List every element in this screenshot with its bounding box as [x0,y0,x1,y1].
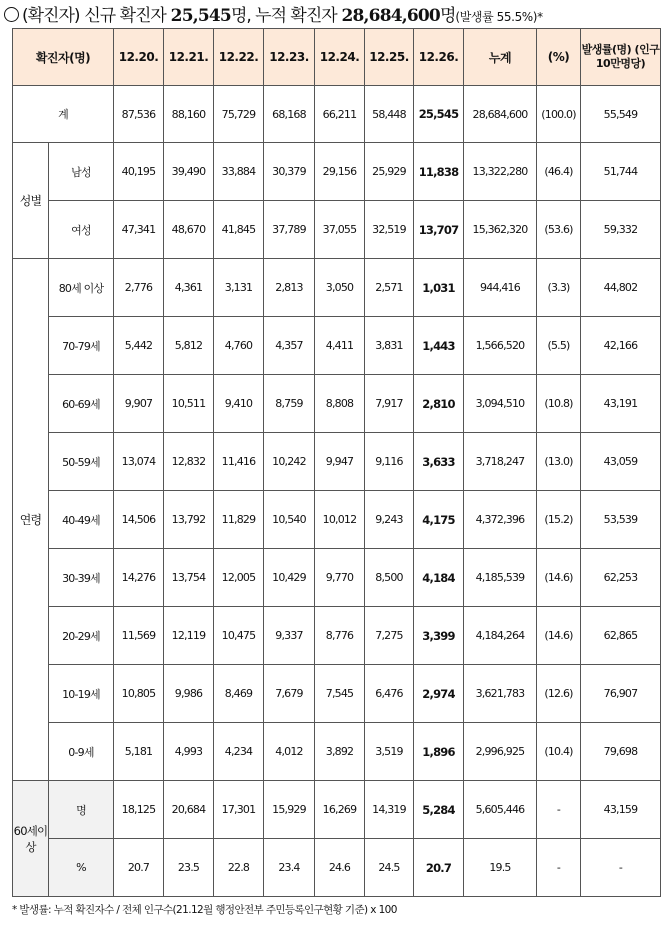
rate-cell: 62,253 [581,549,661,607]
rate-cell: 43,159 [581,781,661,839]
title-rate-note: (발생률 55.5%)* [455,10,543,24]
daily-value-cell: 11,569 [114,607,164,665]
daily-value-cell: 10,429 [264,549,315,607]
row-label: 남성 [49,143,114,201]
circle-bullet-icon [4,7,19,22]
daily-value-cell: 16,269 [315,781,365,839]
table-row [13,665,661,723]
row-label: 명 [49,781,114,839]
daily-value-cell: 11,416 [214,433,264,491]
cumulative-cell: 13,322,280 [464,143,537,201]
daily-value-cell: 24.5 [365,839,414,897]
daily-value-cell: 47,341 [114,201,164,259]
daily-value-cell: 10,242 [264,433,315,491]
daily-value-cell: 15,929 [264,781,315,839]
rate-cell: 76,907 [581,665,661,723]
percent-cell: (46.4) [537,143,581,201]
table-row [13,607,661,665]
daily-value-cell: 4,175 [414,491,464,549]
daily-value-cell: 40,195 [114,143,164,201]
daily-value-cell: 14,506 [114,491,164,549]
daily-value-cell: 37,055 [315,201,365,259]
daily-value-cell: 10,540 [264,491,315,549]
row-label: 60-69세 [49,375,114,433]
cumulative-cell: 3,718,247 [464,433,537,491]
row-label-total: 계 [13,86,114,143]
cumulative-cell: 1,566,520 [464,317,537,375]
daily-value-cell: 9,410 [214,375,264,433]
daily-value-cell: 4,411 [315,317,365,375]
daily-value-cell: 20.7 [414,839,464,897]
daily-value-cell: 48,670 [164,201,214,259]
table-row [13,143,661,201]
cumulative-cell: 4,372,396 [464,491,537,549]
daily-value-cell: 9,907 [114,375,164,433]
daily-value-cell: 8,808 [315,375,365,433]
cumulative-cell: 19.5 [464,839,537,897]
row-label: 0-9세 [49,723,114,781]
daily-value-cell: 58,448 [365,86,414,143]
daily-value-cell: 25,545 [414,86,464,143]
row-label: % [49,839,114,897]
row-label: 70-79세 [49,317,114,375]
row-label: 40-49세 [49,491,114,549]
daily-value-cell: 4,012 [264,723,315,781]
daily-value-cell: 2,571 [365,259,414,317]
rate-cell: 44,802 [581,259,661,317]
daily-value-cell: 4,361 [164,259,214,317]
table-row [13,723,661,781]
daily-value-cell: 10,805 [114,665,164,723]
cumulative-cell: 2,996,925 [464,723,537,781]
daily-value-cell: 10,511 [164,375,214,433]
header-date: 12.23. [264,29,315,86]
row-label: 10-19세 [49,665,114,723]
row-label: 20-29세 [49,607,114,665]
daily-value-cell: 13,707 [414,201,464,259]
daily-value-cell: 12,005 [214,549,264,607]
daily-value-cell: 3,050 [315,259,365,317]
daily-value-cell: 3,519 [365,723,414,781]
daily-value-cell: 14,319 [365,781,414,839]
rate-cell: 43,191 [581,375,661,433]
header-cumulative: 누계 [464,29,537,86]
header-category: 확진자(명) [13,29,114,86]
daily-value-cell: 2,776 [114,259,164,317]
daily-value-cell: 9,243 [365,491,414,549]
daily-value-cell: 2,810 [414,375,464,433]
cumulative-cell: 15,362,320 [464,201,537,259]
rate-cell: 59,332 [581,201,661,259]
daily-value-cell: 7,545 [315,665,365,723]
daily-value-cell: 7,679 [264,665,315,723]
group-label-over60: 60세이상 [13,781,49,897]
daily-value-cell: 30,379 [264,143,315,201]
daily-value-cell: 5,442 [114,317,164,375]
daily-value-cell: 29,156 [315,143,365,201]
daily-value-cell: 3,131 [214,259,264,317]
daily-value-cell: 13,792 [164,491,214,549]
daily-value-cell: 5,812 [164,317,214,375]
title-new-label: 신규 확진자 [84,6,166,26]
group-label-gender: 성별 [13,143,49,259]
percent-cell: (10.4) [537,723,581,781]
daily-value-cell: 2,813 [264,259,315,317]
row-label: 30-39세 [49,549,114,607]
percent-cell: (3.3) [537,259,581,317]
daily-value-cell: 9,947 [315,433,365,491]
daily-value-cell: 11,838 [414,143,464,201]
percent-cell: (15.2) [537,491,581,549]
header-percent: (%) [537,29,581,86]
cumulative-cell: 4,185,539 [464,549,537,607]
row-label: 50-59세 [49,433,114,491]
table-row [13,781,661,839]
row-label: 여성 [49,201,114,259]
percent-cell: (14.6) [537,607,581,665]
daily-value-cell: 20.7 [114,839,164,897]
daily-value-cell: 22.8 [214,839,264,897]
daily-value-cell: 87,536 [114,86,164,143]
daily-value-cell: 10,012 [315,491,365,549]
title-cum-count: 28,684,600 [341,6,440,26]
daily-value-cell: 7,275 [365,607,414,665]
daily-value-cell: 9,770 [315,549,365,607]
daily-value-cell: 68,168 [264,86,315,143]
daily-value-cell: 3,831 [365,317,414,375]
cumulative-cell: 4,184,264 [464,607,537,665]
cumulative-cell: 3,621,783 [464,665,537,723]
percent-cell: (100.0) [537,86,581,143]
percent-cell: (5.5) [537,317,581,375]
daily-value-cell: 1,896 [414,723,464,781]
table-row [13,317,661,375]
header-date: 12.24. [315,29,365,86]
daily-value-cell: 6,476 [365,665,414,723]
footnote: * 발생률: 누적 확진자수 / 전체 인구수(21.12월 행정안전부 주민등록인구현황 기준) x 100 [12,904,397,916]
daily-value-cell: 12,119 [164,607,214,665]
daily-value-cell: 5,284 [414,781,464,839]
cumulative-cell: 944,416 [464,259,537,317]
report-title [4,4,664,28]
daily-value-cell: 75,729 [214,86,264,143]
daily-value-cell: 11,829 [214,491,264,549]
rate-cell: 55,549 [581,86,661,143]
rate-cell: 62,865 [581,607,661,665]
daily-value-cell: 2,974 [414,665,464,723]
rate-cell: 43,059 [581,433,661,491]
row-label: 80세 이상 [49,259,114,317]
daily-value-cell: 23.5 [164,839,214,897]
daily-value-cell: 5,181 [114,723,164,781]
rate-cell: 79,698 [581,723,661,781]
daily-value-cell: 17,301 [214,781,264,839]
rate-cell: 51,744 [581,143,661,201]
table-row [13,549,661,607]
percent-cell: (14.6) [537,549,581,607]
percent-cell: (12.6) [537,665,581,723]
daily-value-cell: 14,276 [114,549,164,607]
percent-cell: (13.0) [537,433,581,491]
percent-cell: (10.8) [537,375,581,433]
percent-cell: - [537,839,581,897]
daily-value-cell: 32,519 [365,201,414,259]
daily-value-cell: 24.6 [315,839,365,897]
daily-value-cell: 3,399 [414,607,464,665]
daily-value-cell: 12,832 [164,433,214,491]
header-date: 12.20. [114,29,164,86]
daily-value-cell: 66,211 [315,86,365,143]
daily-value-cell: 20,684 [164,781,214,839]
header-date: 12.21. [164,29,214,86]
cumulative-cell: 28,684,600 [464,86,537,143]
daily-value-cell: 4,184 [414,549,464,607]
daily-value-cell: 18,125 [114,781,164,839]
daily-value-cell: 8,759 [264,375,315,433]
header-date: 12.26. [414,29,464,86]
daily-value-cell: 1,031 [414,259,464,317]
confirmed-cases-table [12,28,661,897]
daily-value-cell: 4,760 [214,317,264,375]
percent-cell: - [537,781,581,839]
daily-value-cell: 13,754 [164,549,214,607]
title-new-count: 25,545 [170,6,231,26]
daily-value-cell: 8,469 [214,665,264,723]
daily-value-cell: 4,993 [164,723,214,781]
header-date: 12.22. [214,29,264,86]
table-row [13,201,661,259]
header-row [13,29,661,86]
daily-value-cell: 1,443 [414,317,464,375]
daily-value-cell: 37,789 [264,201,315,259]
table-row [13,375,661,433]
cumulative-cell: 3,094,510 [464,375,537,433]
title-new-unit: 명, 누적 확진자 [230,6,337,26]
daily-value-cell: 10,475 [214,607,264,665]
table-row [13,259,661,317]
daily-value-cell: 25,929 [365,143,414,201]
daily-value-cell: 33,884 [214,143,264,201]
group-label-age: 연령 [13,259,49,781]
header-incidence-rate: 발생률(명) (인구 10만명당) [581,29,661,86]
daily-value-cell: 9,337 [264,607,315,665]
daily-value-cell: 7,917 [365,375,414,433]
daily-value-cell: 4,234 [214,723,264,781]
rate-cell: - [581,839,661,897]
table-row [13,86,661,143]
daily-value-cell: 41,845 [214,201,264,259]
daily-value-cell: 39,490 [164,143,214,201]
daily-value-cell: 3,892 [315,723,365,781]
daily-value-cell: 8,500 [365,549,414,607]
daily-value-cell: 88,160 [164,86,214,143]
table-row [13,839,661,897]
daily-value-cell: 9,986 [164,665,214,723]
cumulative-cell: 5,605,446 [464,781,537,839]
daily-value-cell: 3,633 [414,433,464,491]
daily-value-cell: 4,357 [264,317,315,375]
title-cum-unit: 명 [439,6,456,26]
header-date: 12.25. [365,29,414,86]
table-body [13,86,661,897]
daily-value-cell: 23.4 [264,839,315,897]
daily-value-cell: 13,074 [114,433,164,491]
table-row [13,433,661,491]
percent-cell: (53.6) [537,201,581,259]
rate-cell: 53,539 [581,491,661,549]
rate-cell: 42,166 [581,317,661,375]
daily-value-cell: 9,116 [365,433,414,491]
table-row [13,491,661,549]
daily-value-cell: 8,776 [315,607,365,665]
title-prefix: (확진자) [22,6,80,26]
